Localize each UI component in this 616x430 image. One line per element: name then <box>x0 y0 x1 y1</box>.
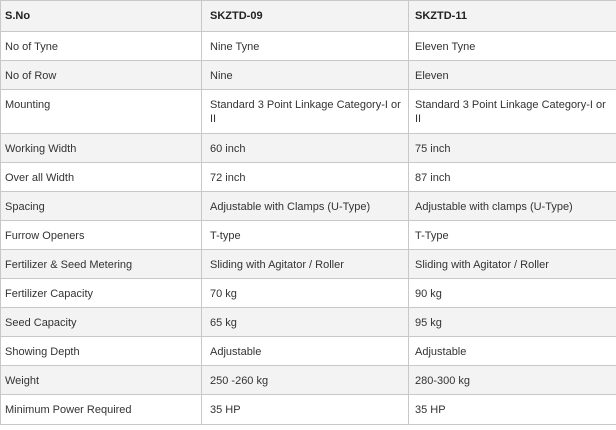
row-label: Fertilizer Capacity <box>1 279 202 308</box>
row-label: No of Row <box>1 61 202 90</box>
row-value-09: 250 -260 kg <box>202 366 409 395</box>
table-row <box>1 279 616 308</box>
row-value-11: Standard 3 Point Linkage Category-I or II <box>409 90 616 134</box>
row-value-09: 60 inch <box>202 134 409 163</box>
row-value-09: 72 inch <box>202 163 409 192</box>
row-value-09: T-type <box>202 221 409 250</box>
table-row <box>1 395 616 425</box>
header-sno: S.No <box>1 1 202 32</box>
row-value-11: 90 kg <box>409 279 616 308</box>
table-row <box>1 192 616 221</box>
row-value-09: Sliding with Agitator / Roller <box>202 250 409 279</box>
row-label: Mounting <box>1 90 202 134</box>
row-label: Minimum Power Required <box>1 395 202 425</box>
table-row <box>1 134 616 163</box>
row-label: Weight <box>1 366 202 395</box>
table-row <box>1 308 616 337</box>
table-row <box>1 221 616 250</box>
row-value-11: Adjustable <box>409 337 616 366</box>
row-value-09: 35 HP <box>202 395 409 425</box>
row-value-09: Adjustable <box>202 337 409 366</box>
row-value-09: Standard 3 Point Linkage Category-I or II <box>202 90 409 134</box>
row-value-09: 70 kg <box>202 279 409 308</box>
table-row <box>1 32 616 61</box>
row-label: Furrow Openers <box>1 221 202 250</box>
row-value-09: Adjustable with Clamps (U-Type) <box>202 192 409 221</box>
row-value-11: 95 kg <box>409 308 616 337</box>
row-label: Fertilizer & Seed Metering <box>1 250 202 279</box>
row-label: Over all Width <box>1 163 202 192</box>
table-row <box>1 163 616 192</box>
table-header-row <box>1 1 616 32</box>
table-row <box>1 61 616 90</box>
row-value-11: 280-300 kg <box>409 366 616 395</box>
table-row <box>1 90 616 134</box>
row-value-09: Nine <box>202 61 409 90</box>
row-value-11: 87 inch <box>409 163 616 192</box>
row-value-09: Nine Tyne <box>202 32 409 61</box>
header-model-09: SKZTD-09 <box>202 1 409 32</box>
row-label: Seed Capacity <box>1 308 202 337</box>
header-model-11: SKZTD-11 <box>409 1 616 32</box>
row-label: Working Width <box>1 134 202 163</box>
row-value-11: Sliding with Agitator / Roller <box>409 250 616 279</box>
row-label: Showing Depth <box>1 337 202 366</box>
table-row <box>1 250 616 279</box>
row-value-11: Eleven Tyne <box>409 32 616 61</box>
table-row <box>1 366 616 395</box>
row-value-11: Adjustable with clamps (U-Type) <box>409 192 616 221</box>
row-value-09: 65 kg <box>202 308 409 337</box>
row-value-11: Eleven <box>409 61 616 90</box>
table-row <box>1 337 616 366</box>
row-value-11: 75 inch <box>409 134 616 163</box>
row-label: Spacing <box>1 192 202 221</box>
row-value-11: T-Type <box>409 221 616 250</box>
row-label: No of Tyne <box>1 32 202 61</box>
row-value-11: 35 HP <box>409 395 616 425</box>
